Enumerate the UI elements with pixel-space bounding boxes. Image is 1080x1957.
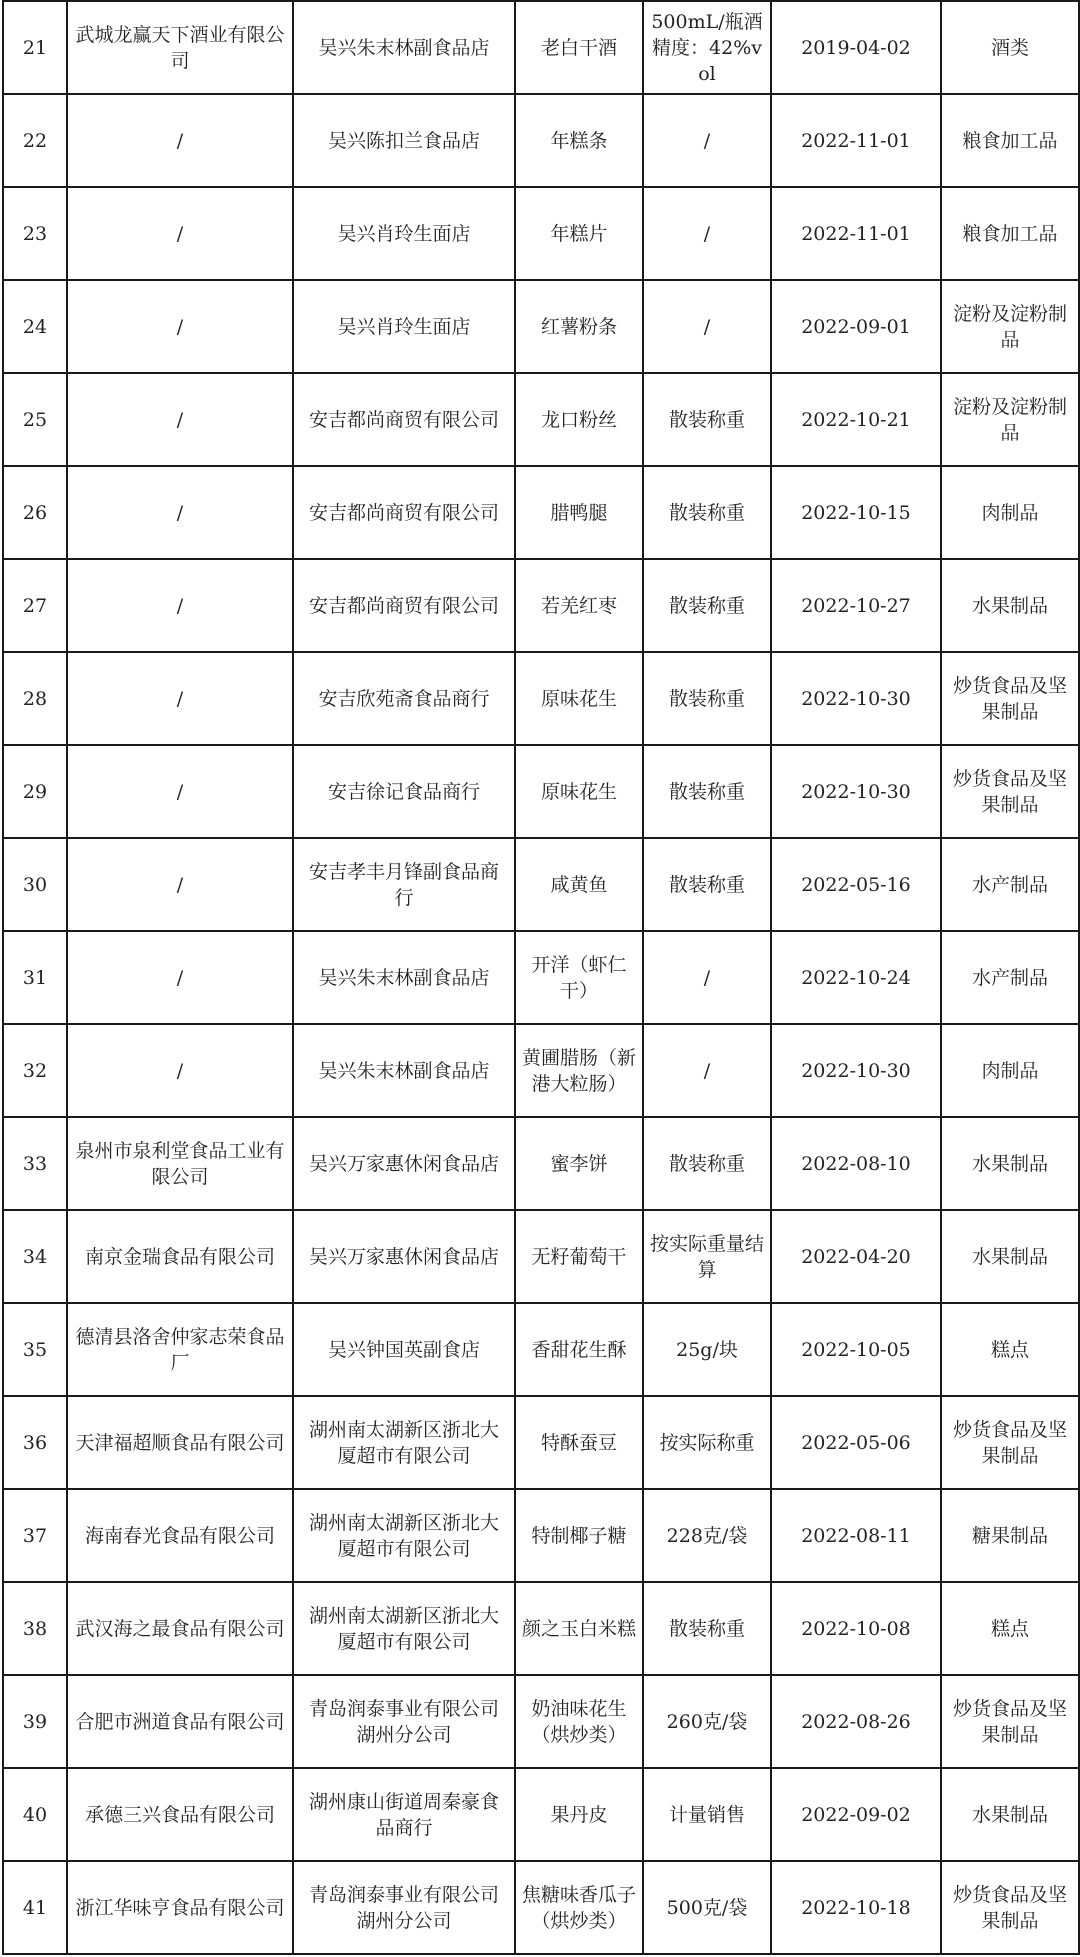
seller-cell: 安吉都尚商贸有限公司 <box>293 466 515 559</box>
production-date-cell: 2022-11-01 <box>771 94 941 187</box>
table-row <box>3 1303 1079 1396</box>
manufacturer-cell: / <box>67 559 293 652</box>
row-number: 30 <box>3 838 67 931</box>
specification-cell: 散装称重 <box>643 1117 771 1210</box>
table-row <box>3 1489 1079 1582</box>
row-number: 21 <box>3 1 67 94</box>
food-category-cell: 水果制品 <box>941 1768 1079 1861</box>
seller-cell: 吴兴钟国英副食店 <box>293 1303 515 1396</box>
food-category-cell: 肉制品 <box>941 1024 1079 1117</box>
food-category-cell: 粮食加工品 <box>941 187 1079 280</box>
row-number: 26 <box>3 466 67 559</box>
product-name-cell: 香甜花生酥 <box>515 1303 643 1396</box>
product-name-cell: 老白干酒 <box>515 1 643 94</box>
food-category-cell: 淀粉及淀粉制品 <box>941 280 1079 373</box>
food-category-cell: 粮食加工品 <box>941 94 1079 187</box>
specification-cell: 散装称重 <box>643 838 771 931</box>
seller-cell: 吴兴朱末林副食品店 <box>293 931 515 1024</box>
production-date-cell: 2022-10-30 <box>771 745 941 838</box>
seller-cell: 湖州南太湖新区浙北大厦超市有限公司 <box>293 1582 515 1675</box>
production-date-cell: 2019-04-02 <box>771 1 941 94</box>
production-date-cell: 2022-08-11 <box>771 1489 941 1582</box>
food-category-cell: 炒货食品及坚果制品 <box>941 1861 1079 1954</box>
product-name-cell: 若羌红枣 <box>515 559 643 652</box>
seller-cell: 湖州南太湖新区浙北大厦超市有限公司 <box>293 1489 515 1582</box>
food-category-cell: 水产制品 <box>941 931 1079 1024</box>
table-row <box>3 931 1079 1024</box>
row-number: 39 <box>3 1675 67 1768</box>
production-date-cell: 2022-05-16 <box>771 838 941 931</box>
production-date-cell: 2022-10-05 <box>771 1303 941 1396</box>
product-name-cell: 龙口粉丝 <box>515 373 643 466</box>
food-category-cell: 炒货食品及坚果制品 <box>941 745 1079 838</box>
seller-cell: 安吉欣苑斋食品商行 <box>293 652 515 745</box>
product-name-cell: 焦糖味香瓜子（烘炒类） <box>515 1861 643 1954</box>
specification-cell: 散装称重 <box>643 559 771 652</box>
row-number: 38 <box>3 1582 67 1675</box>
product-name-cell: 腊鸭腿 <box>515 466 643 559</box>
table-row <box>3 1396 1079 1489</box>
food-category-cell: 水产制品 <box>941 838 1079 931</box>
specification-cell: 25g/块 <box>643 1303 771 1396</box>
table-row <box>3 1117 1079 1210</box>
table-row <box>3 187 1079 280</box>
manufacturer-cell: 浙江华味亨食品有限公司 <box>67 1861 293 1954</box>
product-name-cell: 颜之玉白米糕 <box>515 1582 643 1675</box>
seller-cell: 湖州南太湖新区浙北大厦超市有限公司 <box>293 1396 515 1489</box>
product-name-cell: 无籽葡萄干 <box>515 1210 643 1303</box>
manufacturer-cell: / <box>67 745 293 838</box>
row-number: 32 <box>3 1024 67 1117</box>
manufacturer-cell: / <box>67 187 293 280</box>
row-number: 22 <box>3 94 67 187</box>
manufacturer-cell: 德清县洛舍仲家志荣食品厂 <box>67 1303 293 1396</box>
production-date-cell: 2022-05-06 <box>771 1396 941 1489</box>
manufacturer-cell: / <box>67 280 293 373</box>
table-row <box>3 1 1079 94</box>
product-name-cell: 奶油味花生（烘炒类） <box>515 1675 643 1768</box>
product-name-cell: 特制椰子糖 <box>515 1489 643 1582</box>
manufacturer-cell: / <box>67 652 293 745</box>
manufacturer-cell: / <box>67 466 293 559</box>
specification-cell: 按实际重量结算 <box>643 1210 771 1303</box>
table-row <box>3 1675 1079 1768</box>
production-date-cell: 2022-10-24 <box>771 931 941 1024</box>
specification-cell: 500克/袋 <box>643 1861 771 1954</box>
production-date-cell: 2022-08-10 <box>771 1117 941 1210</box>
food-category-cell: 炒货食品及坚果制品 <box>941 652 1079 745</box>
food-category-cell: 酒类 <box>941 1 1079 94</box>
row-number: 36 <box>3 1396 67 1489</box>
product-name-cell: 红薯粉条 <box>515 280 643 373</box>
specification-cell: 按实际称重 <box>643 1396 771 1489</box>
row-number: 29 <box>3 745 67 838</box>
production-date-cell: 2022-11-01 <box>771 187 941 280</box>
seller-cell: 吴兴万家惠休闲食品店 <box>293 1117 515 1210</box>
row-number: 37 <box>3 1489 67 1582</box>
specification-cell: / <box>643 1024 771 1117</box>
food-category-cell: 糕点 <box>941 1582 1079 1675</box>
table-row <box>3 652 1079 745</box>
specification-cell: 260克/袋 <box>643 1675 771 1768</box>
specification-cell: / <box>643 280 771 373</box>
row-number: 27 <box>3 559 67 652</box>
production-date-cell: 2022-09-01 <box>771 280 941 373</box>
sampling-results-table <box>2 0 1080 1955</box>
seller-cell: 安吉徐记食品商行 <box>293 745 515 838</box>
table-row <box>3 1768 1079 1861</box>
table-row <box>3 1861 1079 1954</box>
specification-cell: 散装称重 <box>643 373 771 466</box>
seller-cell: 青岛润泰事业有限公司湖州分公司 <box>293 1675 515 1768</box>
table-row <box>3 1024 1079 1117</box>
seller-cell: 湖州康山街道周秦豪食品商行 <box>293 1768 515 1861</box>
production-date-cell: 2022-10-27 <box>771 559 941 652</box>
seller-cell: 吴兴万家惠休闲食品店 <box>293 1210 515 1303</box>
row-number: 33 <box>3 1117 67 1210</box>
specification-cell: 500mL/瓶酒精度：42%vol <box>643 1 771 94</box>
seller-cell: 吴兴陈扣兰食品店 <box>293 94 515 187</box>
table-row <box>3 373 1079 466</box>
manufacturer-cell: / <box>67 931 293 1024</box>
manufacturer-cell: / <box>67 94 293 187</box>
food-category-cell: 肉制品 <box>941 466 1079 559</box>
food-category-cell: 水果制品 <box>941 1210 1079 1303</box>
manufacturer-cell: 武汉海之最食品有限公司 <box>67 1582 293 1675</box>
specification-cell: 散装称重 <box>643 1582 771 1675</box>
row-number: 34 <box>3 1210 67 1303</box>
manufacturer-cell: / <box>67 838 293 931</box>
manufacturer-cell: 承德三兴食品有限公司 <box>67 1768 293 1861</box>
food-category-cell: 糕点 <box>941 1303 1079 1396</box>
production-date-cell: 2022-09-02 <box>771 1768 941 1861</box>
specification-cell: / <box>643 94 771 187</box>
specification-cell: 散装称重 <box>643 745 771 838</box>
row-number: 25 <box>3 373 67 466</box>
row-number: 31 <box>3 931 67 1024</box>
product-name-cell: 年糕片 <box>515 187 643 280</box>
seller-cell: 吴兴朱末林副食品店 <box>293 1 515 94</box>
seller-cell: 安吉都尚商贸有限公司 <box>293 373 515 466</box>
food-category-cell: 炒货食品及坚果制品 <box>941 1675 1079 1768</box>
seller-cell: 吴兴肖玲生面店 <box>293 187 515 280</box>
seller-cell: 安吉孝丰月锋副食品商行 <box>293 838 515 931</box>
production-date-cell: 2022-10-30 <box>771 1024 941 1117</box>
manufacturer-cell: / <box>67 373 293 466</box>
production-date-cell: 2022-10-30 <box>771 652 941 745</box>
table-row <box>3 1582 1079 1675</box>
manufacturer-cell: 武城龙赢天下酒业有限公司 <box>67 1 293 94</box>
table-row <box>3 466 1079 559</box>
product-name-cell: 咸黄鱼 <box>515 838 643 931</box>
food-category-cell: 糖果制品 <box>941 1489 1079 1582</box>
table-row <box>3 1210 1079 1303</box>
seller-cell: 吴兴肖玲生面店 <box>293 280 515 373</box>
table-row <box>3 280 1079 373</box>
table-body <box>3 1 1079 1954</box>
specification-cell: 散装称重 <box>643 652 771 745</box>
specification-cell: 计量销售 <box>643 1768 771 1861</box>
production-date-cell: 2022-04-20 <box>771 1210 941 1303</box>
table-row <box>3 559 1079 652</box>
product-name-cell: 原味花生 <box>515 745 643 838</box>
production-date-cell: 2022-08-26 <box>771 1675 941 1768</box>
row-number: 41 <box>3 1861 67 1954</box>
row-number: 28 <box>3 652 67 745</box>
table-row <box>3 745 1079 838</box>
product-name-cell: 年糕条 <box>515 94 643 187</box>
product-name-cell: 蜜李饼 <box>515 1117 643 1210</box>
seller-cell: 安吉都尚商贸有限公司 <box>293 559 515 652</box>
product-name-cell: 开洋（虾仁干） <box>515 931 643 1024</box>
food-category-cell: 淀粉及淀粉制品 <box>941 373 1079 466</box>
production-date-cell: 2022-10-15 <box>771 466 941 559</box>
manufacturer-cell: 泉州市泉利堂食品工业有限公司 <box>67 1117 293 1210</box>
row-number: 40 <box>3 1768 67 1861</box>
manufacturer-cell: 海南春光食品有限公司 <box>67 1489 293 1582</box>
specification-cell: 散装称重 <box>643 466 771 559</box>
production-date-cell: 2022-10-18 <box>771 1861 941 1954</box>
food-category-cell: 炒货食品及坚果制品 <box>941 1396 1079 1489</box>
product-name-cell: 特酥蚕豆 <box>515 1396 643 1489</box>
food-category-cell: 水果制品 <box>941 1117 1079 1210</box>
seller-cell: 青岛润泰事业有限公司湖州分公司 <box>293 1861 515 1954</box>
specification-cell: 228克/袋 <box>643 1489 771 1582</box>
row-number: 35 <box>3 1303 67 1396</box>
product-name-cell: 原味花生 <box>515 652 643 745</box>
manufacturer-cell: 南京金瑞食品有限公司 <box>67 1210 293 1303</box>
production-date-cell: 2022-10-08 <box>771 1582 941 1675</box>
table-row <box>3 94 1079 187</box>
product-name-cell: 黄圃腊肠（新港大粒肠） <box>515 1024 643 1117</box>
production-date-cell: 2022-10-21 <box>771 373 941 466</box>
seller-cell: 吴兴朱末林副食品店 <box>293 1024 515 1117</box>
manufacturer-cell: / <box>67 1024 293 1117</box>
food-category-cell: 水果制品 <box>941 559 1079 652</box>
table-row <box>3 838 1079 931</box>
manufacturer-cell: 天津福超顺食品有限公司 <box>67 1396 293 1489</box>
specification-cell: / <box>643 187 771 280</box>
row-number: 24 <box>3 280 67 373</box>
row-number: 23 <box>3 187 67 280</box>
product-name-cell: 果丹皮 <box>515 1768 643 1861</box>
specification-cell: / <box>643 931 771 1024</box>
manufacturer-cell: 合肥市洲道食品有限公司 <box>67 1675 293 1768</box>
